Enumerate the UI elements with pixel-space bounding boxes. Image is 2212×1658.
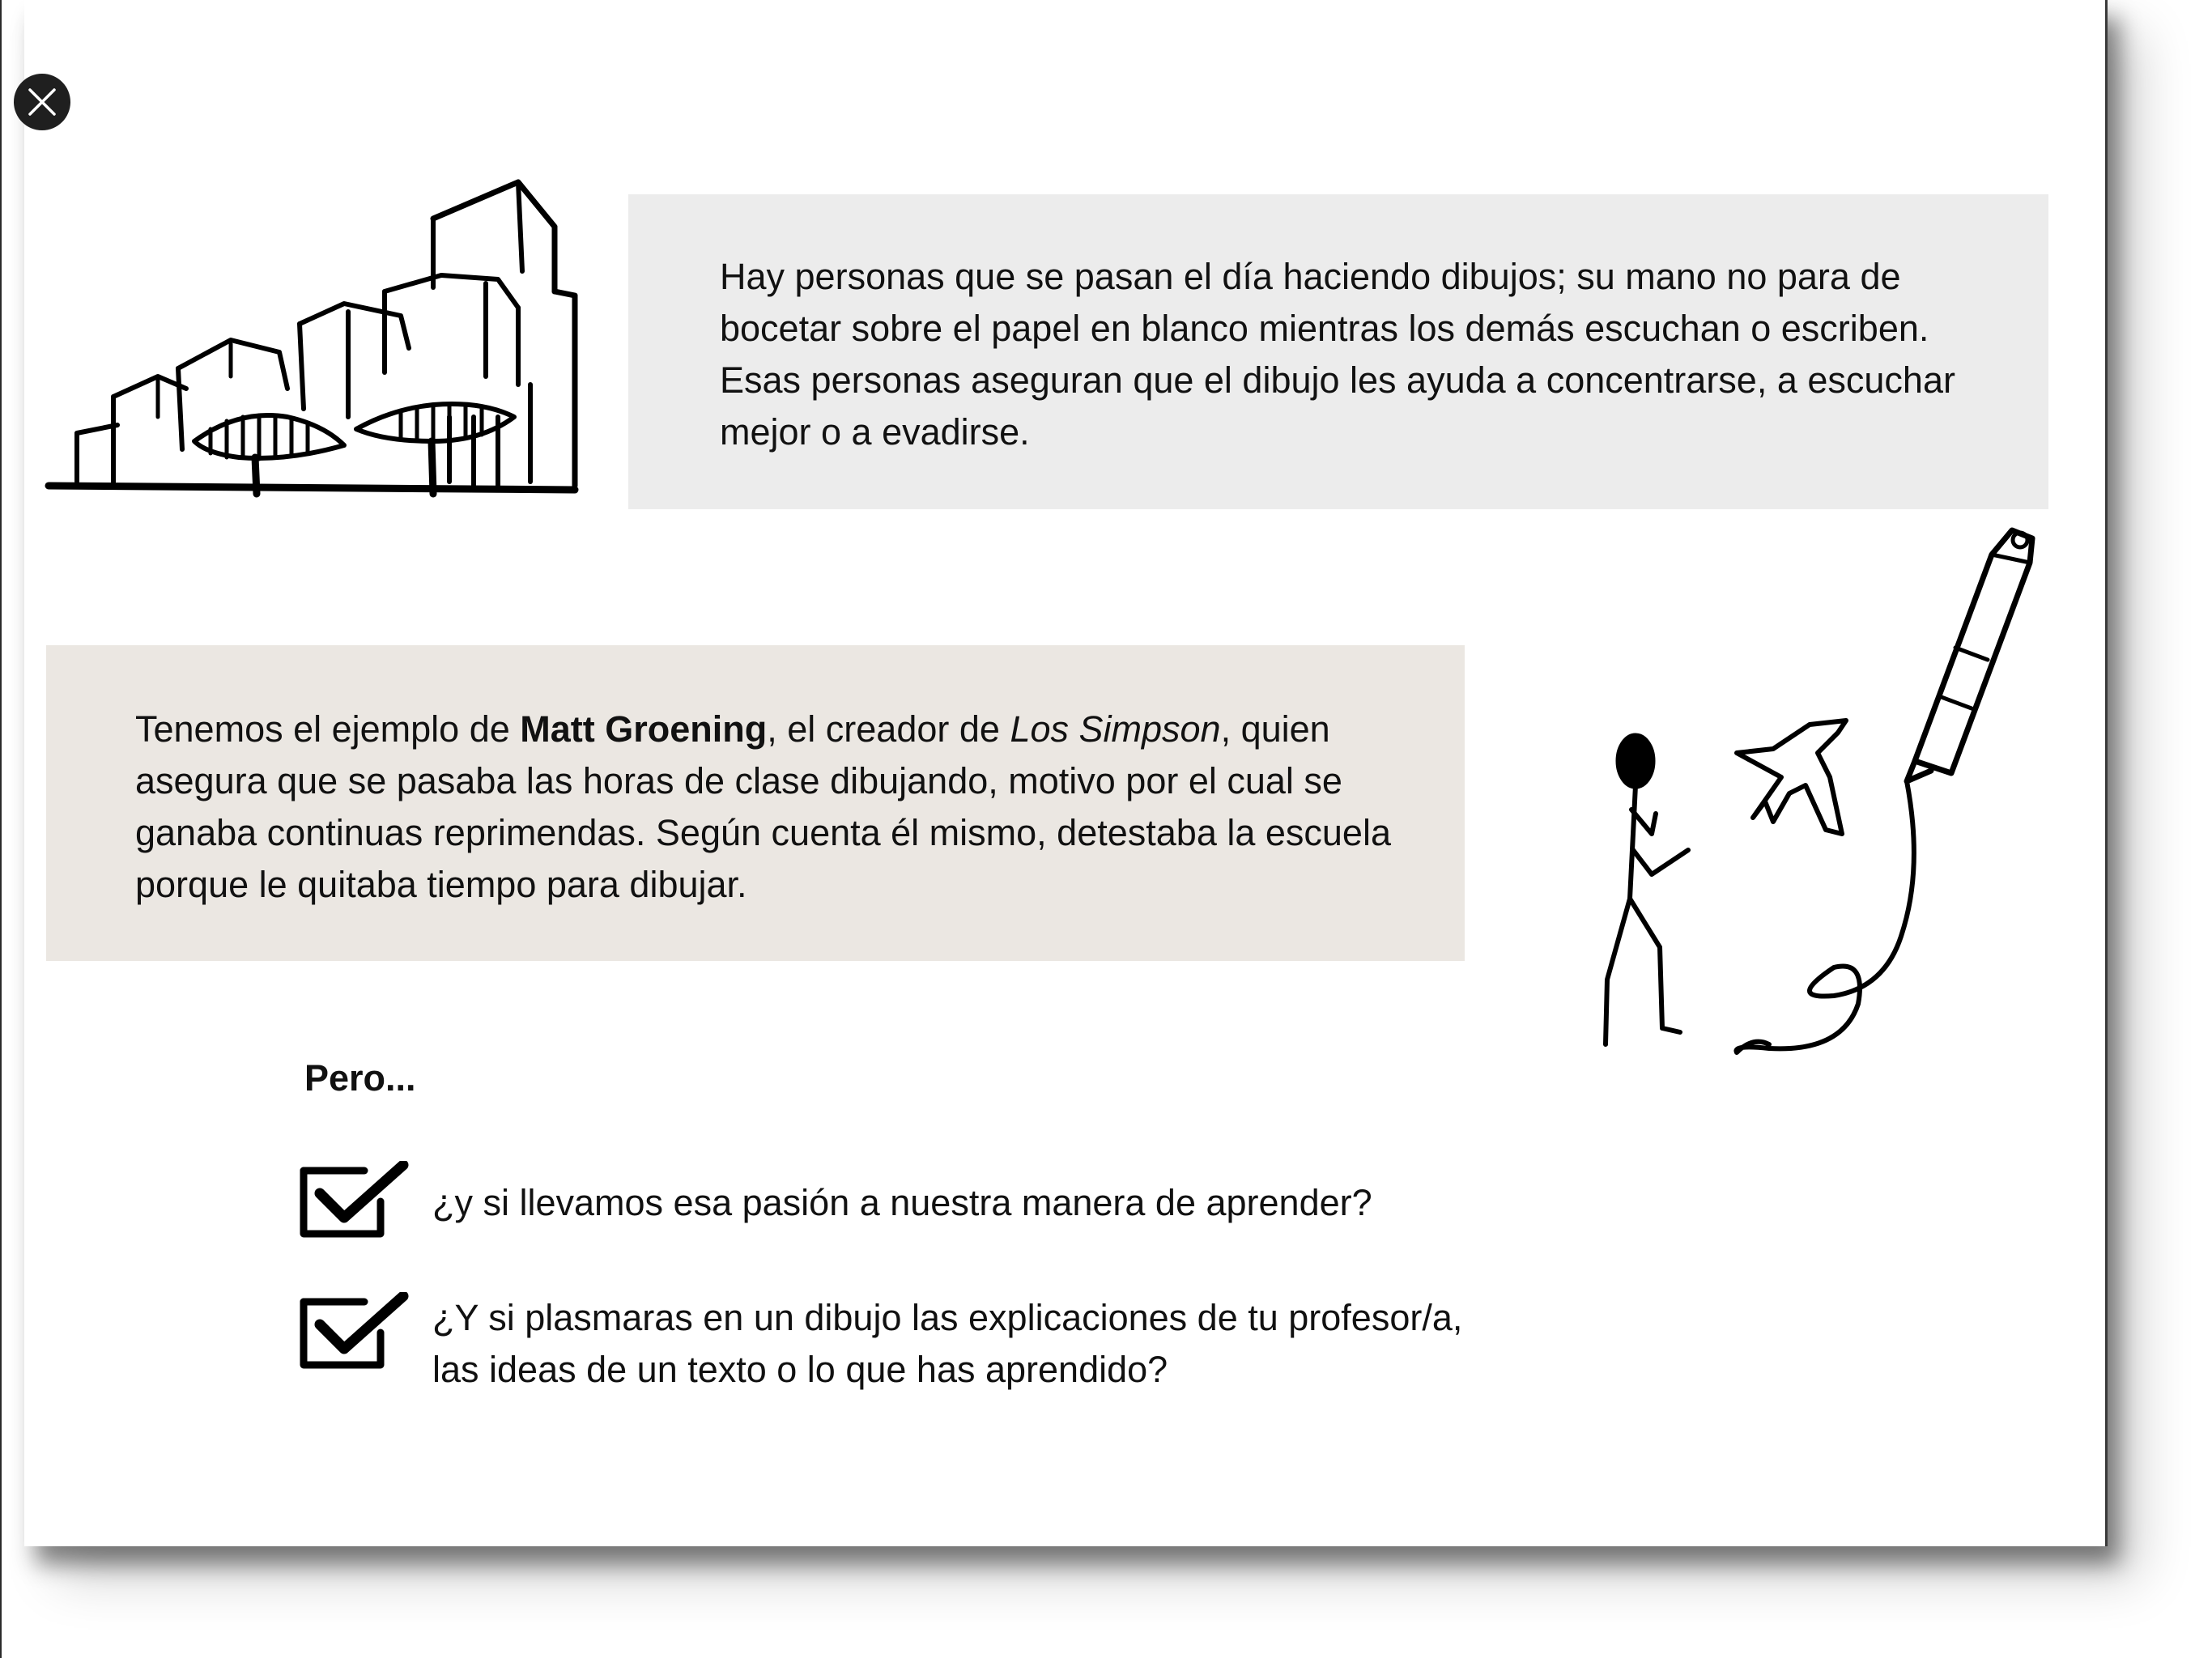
close-icon [14, 74, 70, 130]
buildings-sketch-icon [45, 174, 587, 510]
question-text-line-1: ¿Y si plasmaras en un dibujo las explicaciones de tu profesor/a, [432, 1297, 1463, 1338]
example-panel [46, 645, 1465, 961]
checked-checkbox-icon [300, 1292, 413, 1373]
intro-text: Hay personas que se pasan el día haciendo dibujos; su mano no para de bocetar sobre el papel en blanco mientras los demás escuchan o escriben. Esas personas aseguran que el dibujo les ayuda a concentrarse, a escuchar mejor o a evadirse. [720, 256, 1955, 453]
example-text-part1: Tenemos el ejemplo de [135, 708, 521, 750]
example-text-part2: , el creador de [767, 708, 1010, 750]
example-text-part3: , quien asegura que se pasaba las horas de clase dibujando, motivo por el cual se ganaba continuas reprimendas. Según cuenta él mismo, detestaba la escuela porque le quitaba tiempo para dibujar. [135, 708, 1391, 905]
example-text [135, 704, 1431, 911]
window-left-edge [0, 0, 2, 1658]
stick-figure-pencil-sketch-icon [1583, 518, 2069, 1077]
question-text [432, 1292, 1566, 1396]
checked-checkbox-icon [300, 1161, 413, 1242]
question-text: ¿y si llevamos esa pasión a nuestra manera de aprender? [432, 1182, 1372, 1223]
example-show-title: Los Simpson [1010, 708, 1221, 750]
but-label: Pero... [304, 1057, 416, 1099]
example-name: Matt Groening [520, 708, 768, 750]
intro-panel [628, 194, 2048, 509]
close-button[interactable] [14, 74, 70, 130]
question-text-line-2: las ideas de un texto o lo que has aprendido? [432, 1349, 1168, 1390]
